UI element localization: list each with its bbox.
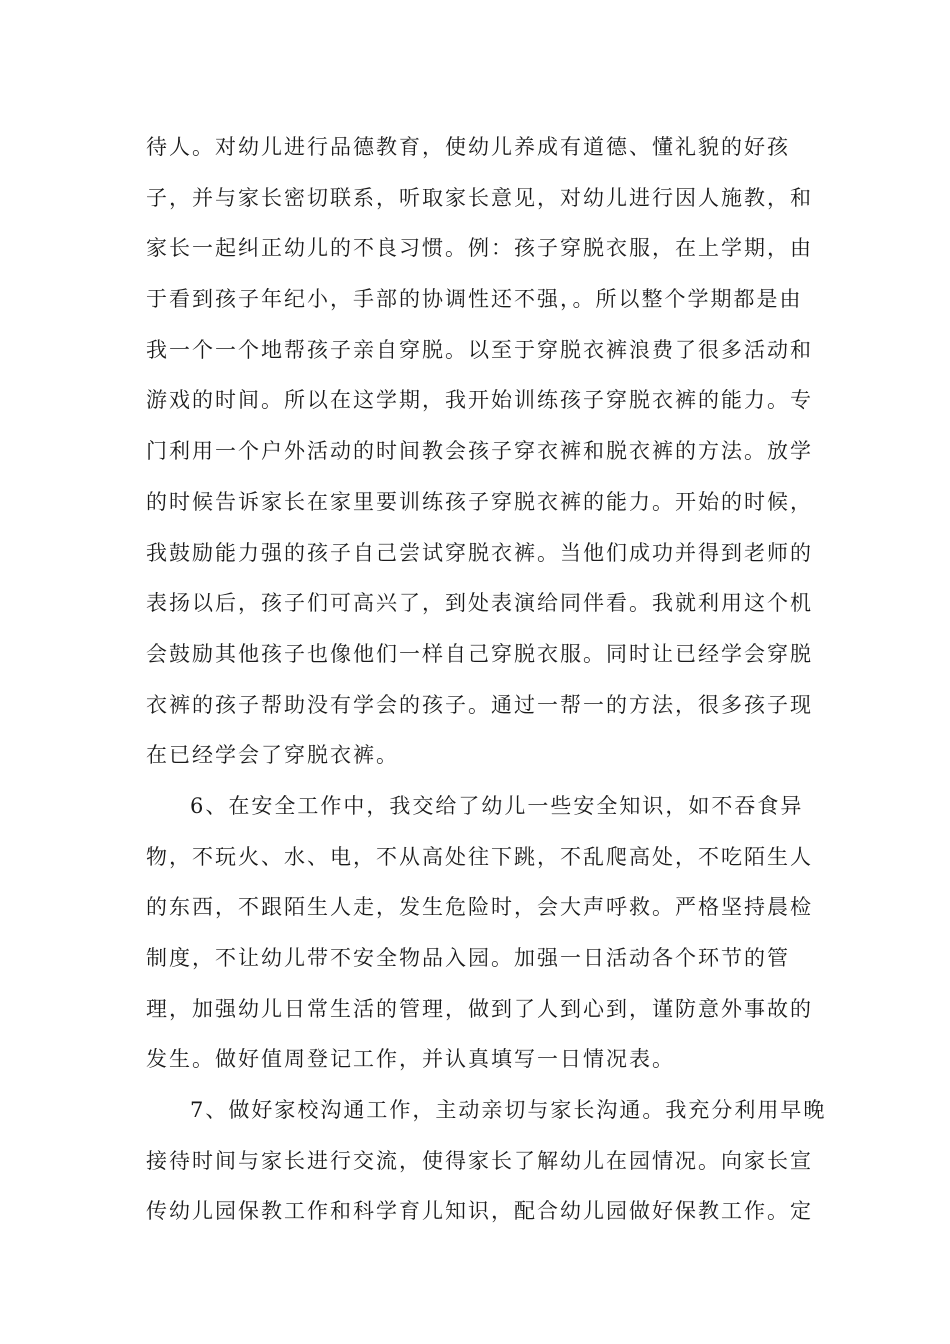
text-line: 于看到孩子年纪小，手部的协调性还不强，。所以整个学期都是由 — [146, 287, 803, 312]
text-line: 表扬以后，孩子们可高兴了，到处表演给同伴看。我就利用这个机 — [146, 591, 813, 616]
text-line: 在已经学会了穿脱衣裤。 — [146, 743, 399, 768]
text-line: 游戏的时间。所以在这学期，我开始训练孩子穿脱衣裤的能力。专 — [146, 388, 813, 413]
paragraph-7-first-line: 7、做好家校沟通工作，主动亲切与家长沟通。我充分利用早晚 — [190, 1098, 827, 1123]
text-line: 接待时间与家长进行交流，使得家长了解幼儿在园情况。向家长宣 — [146, 1148, 813, 1173]
document-body — [146, 122, 827, 1237]
text-line: 子，并与家长密切联系，听取家长意见，对幼儿进行因人施教，和 — [146, 185, 813, 210]
text-line: 门利用一个户外活动的时间教会孩子穿衣裤和脱衣裤的方法。放学 — [146, 439, 813, 464]
text-line: 物，不玩火、水、电，不从高处往下跳，不乱爬高处，不吃陌生人 — [146, 844, 813, 869]
text-line: 待人。对幼儿进行品德教育，使幼儿养成有道德、懂礼貌的好孩 — [146, 135, 790, 159]
text-line: 家长一起纠正幼儿的不良习惯。例：孩子穿脱衣服，在上学期，由 — [146, 236, 813, 261]
text-line: 我鼓励能力强的孩子自己尝试穿脱衣裤。当他们成功并得到老师的 — [146, 540, 813, 565]
paragraph-6-first-line: 6、在安全工作中，我交给了幼儿一些安全知识，如不吞食异 — [190, 793, 804, 818]
text-line: 传幼儿园保教工作和科学育儿知识，配合幼儿园做好保教工作。定 — [146, 1199, 813, 1224]
text-line: 的时候告诉家长在家里要训练孩子穿脱衣裤的能力。开始的时候， — [146, 489, 813, 514]
text-line: 衣裤的孩子帮助没有学会的孩子。通过一帮一的方法，很多孩子现 — [146, 692, 813, 717]
text-line: 理，加强幼儿日常生活的管理，做到了人到心到，谨防意外事故的 — [146, 996, 813, 1021]
text-line: 的东西，不跟陌生人走，发生危险时，会大声呼救。严格坚持晨检 — [146, 895, 813, 920]
text-line: 发生。做好值周登记工作，并认真填写一日情况表。 — [146, 1047, 675, 1072]
text-line: 制度，不让幼儿带不安全物品入园。加强一日活动各个环节的管 — [146, 946, 790, 970]
text-line: 会鼓励其他孩子也像他们一样自己穿脱衣服。同时让已经学会穿脱 — [146, 641, 813, 666]
text-line: 我一个一个地帮孩子亲自穿脱。以至于穿脱衣裤浪费了很多活动和 — [146, 337, 813, 362]
